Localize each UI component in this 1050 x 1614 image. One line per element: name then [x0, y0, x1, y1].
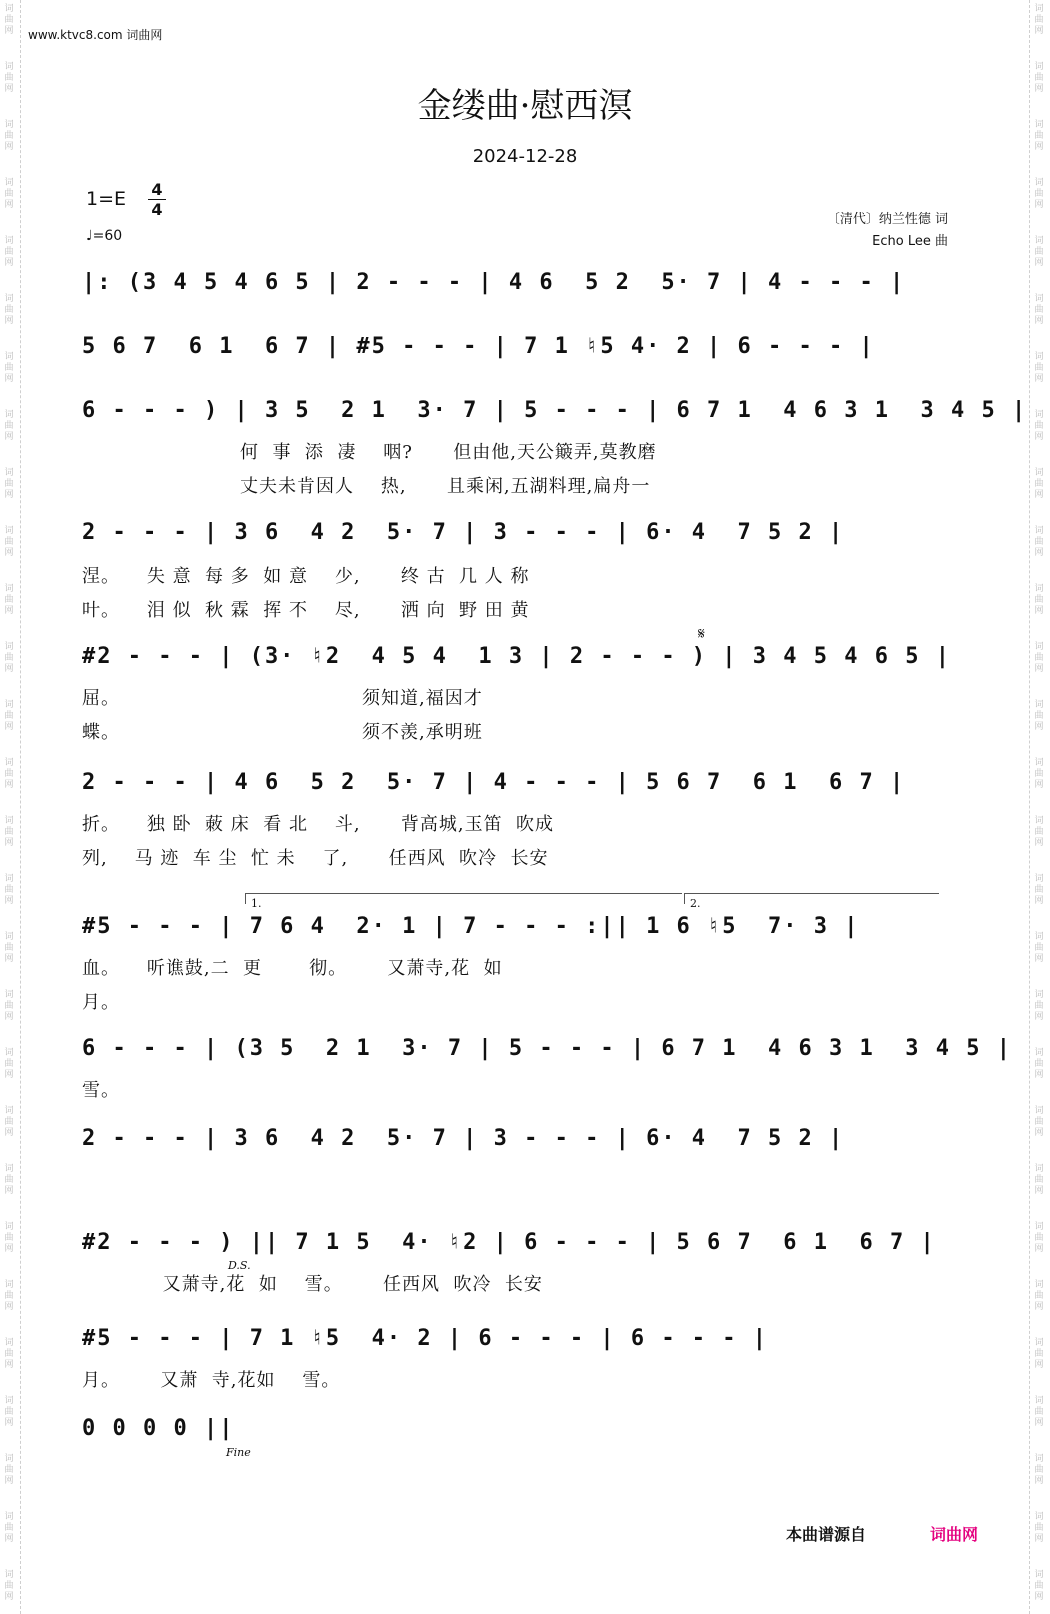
lyric-line-3b: 丈夫未肯因人 热, 且乘闲,五湖料理,扁舟一: [240, 476, 651, 497]
watermark-text: 词 曲 网: [4, 874, 14, 906]
watermark-text: 词 曲 网: [4, 236, 14, 268]
key-signature: 1=E: [86, 188, 127, 210]
watermark-text: 词 曲 网: [1034, 526, 1044, 558]
watermark-text: 词 曲 网: [1034, 1454, 1044, 1486]
score-line-10: #2 - - - ) || 7 1 5 4· ♮2 | 6 - - - | 5 6 7 6 1 6 7 |: [82, 1230, 936, 1255]
score-line-8: 6 - - - | (3 5 2 1 3· 7 | 5 - - - | 6 7 1 4 6 3 1 3 4 5 |: [82, 1036, 1012, 1061]
watermark-text: 词 曲 网: [4, 352, 14, 384]
song-title: 金缕曲·慰西溟: [417, 86, 633, 126]
lyric-line-8a: 雪。: [82, 1080, 120, 1101]
fine-mark: Fine: [226, 1446, 251, 1459]
score-line-12: 0 0 0 0 ||: [82, 1416, 235, 1441]
lyric-line-6b: 列, 马 迹 车 尘 忙 未 了, 任西风 吹冷 长安: [82, 848, 549, 869]
lyricist-credit: 〔清代〕纳兰性德 词: [826, 212, 948, 227]
volta-1-label: 1.: [251, 897, 262, 910]
footer-site-logo[interactable]: 词曲网: [930, 1525, 979, 1544]
watermark-text: 词 曲 网: [4, 178, 14, 210]
watermark-text: 词 曲 网: [1034, 468, 1044, 500]
watermark-text: 词 曲 网: [1034, 1106, 1044, 1138]
watermark-text: 词 曲 网: [4, 642, 14, 674]
watermark-text: 词 曲 网: [4, 294, 14, 326]
score-line-7: #5 - - - | 7 6 4 2· 1 | 7 - - - :|| 1 6 ♮5 7· 3 |: [82, 914, 860, 939]
watermark-text: 词 曲 网: [1034, 294, 1044, 326]
lyric-line-4b: 叶。 泪 似 秋 霖 挥 不 尽, 洒 向 野 田 黄: [82, 600, 530, 621]
lyric-line-11a: 月。 又萧 寺,花如 雪。: [82, 1370, 341, 1391]
lyric-line-10a: 又萧寺,花 如 雪。 任西风 吹冷 长安: [82, 1274, 543, 1295]
watermark-text: 词 曲 网: [1034, 642, 1044, 674]
watermark-text: 词 曲 网: [4, 1512, 14, 1544]
lyric-line-5b: 蝶。 须不羡,承明班: [82, 722, 483, 743]
watermark-text: 词 曲 网: [4, 1048, 14, 1080]
watermark-text: 词 曲 网: [4, 526, 14, 558]
watermark-text: 词 曲 网: [1034, 700, 1044, 732]
score-line-9: 2 - - - | 3 6 4 2 5· 7 | 3 - - - | 6· 4 7 5 2 |: [82, 1126, 845, 1151]
score-line-2: 5 6 7 6 1 6 7 | #5 - - - | 7 1 ♮5 4· 2 | 6 - - - |: [82, 334, 875, 359]
watermark-text: 词 曲 网: [1034, 990, 1044, 1022]
watermark-text: 词 曲 网: [4, 1396, 14, 1428]
score-line-6: 2 - - - | 4 6 5 2 5· 7 | 4 - - - | 5 6 7 6 1 6 7 |: [82, 770, 906, 795]
meter-bottom: 4: [148, 199, 166, 219]
score-line-5: #2 - - - | (3· ♮2 4 5 4 1 3 | 2 - - - ) | 3 4 5 4 6 5 |: [82, 644, 951, 669]
segno-mark: 𝄋: [698, 624, 705, 643]
watermark-text: 词 曲 网: [1034, 816, 1044, 848]
lyric-line-7b: 月。: [82, 992, 120, 1013]
right-watermark-strip: [1029, 0, 1050, 1614]
watermark-text: 词 曲 网: [4, 700, 14, 732]
watermark-text: 词 曲 网: [4, 4, 14, 36]
watermark-text: 词 曲 网: [1034, 758, 1044, 790]
watermark-text: 词 曲 网: [1034, 874, 1044, 906]
watermark-text: 词 曲 网: [1034, 410, 1044, 442]
watermark-text: 词 曲 网: [4, 468, 14, 500]
watermark-text: 词 曲 网: [4, 758, 14, 790]
watermark-text: 词 曲 网: [1034, 1048, 1044, 1080]
footer-source-label: 本曲谱源自: [786, 1525, 867, 1544]
watermark-text: 词 曲 网: [4, 62, 14, 94]
watermark-text: 词 曲 网: [4, 1454, 14, 1486]
lyric-line-7a: 血。 听谯鼓,二 更 彻。 又萧寺,花 如: [82, 958, 503, 979]
watermark-text: 词 曲 网: [1034, 62, 1044, 94]
watermark-text: 词 曲 网: [4, 1222, 14, 1254]
meter-top: 4: [151, 180, 163, 199]
watermark-text: 词 曲 网: [1034, 236, 1044, 268]
watermark-text: 词 曲 网: [1034, 120, 1044, 152]
watermark-text: 词 曲 网: [4, 932, 14, 964]
composer-credit: Echo Lee 曲: [872, 234, 948, 249]
watermark-text: 词 曲 网: [1034, 178, 1044, 210]
watermark-text: 词 曲 网: [1034, 1164, 1044, 1196]
score-line-11: #5 - - - | 7 1 ♮5 4· 2 | 6 - - - | 6 - - - |: [82, 1326, 769, 1351]
watermark-text: 词 曲 网: [4, 584, 14, 616]
lyric-line-5a: 屈。 须知道,福因才: [82, 688, 483, 709]
lyric-line-4a: 涅。 失 意 每 多 如 意 少, 终 古 几 人 称: [82, 566, 530, 587]
watermark-text: 词 曲 网: [4, 1164, 14, 1196]
watermark-text: 词 曲 网: [1034, 1570, 1044, 1602]
time-signature: [148, 180, 166, 219]
watermark-text: 词 曲 网: [1034, 1396, 1044, 1428]
left-watermark-strip: [0, 0, 21, 1614]
score-line-1: |: (3 4 5 4 6 5 | 2 - - - | 4 6 5 2 5· 7 | 4 - - - |: [82, 270, 906, 295]
watermark-text: 词 曲 网: [1034, 352, 1044, 384]
source-url: www.ktvc8.com 词曲网: [28, 28, 163, 42]
volta-1-bracket: [245, 893, 682, 904]
watermark-text: 词 曲 网: [4, 816, 14, 848]
watermark-text: 词 曲 网: [4, 120, 14, 152]
watermark-text: 词 曲 网: [1034, 932, 1044, 964]
score-line-4: 2 - - - | 3 6 4 2 5· 7 | 3 - - - | 6· 4 7 5 2 |: [82, 520, 845, 545]
score-line-3: 6 - - - ) | 3 5 2 1 3· 7 | 5 - - - | 6 7 1 4 6 3 1 3 4 5 |: [82, 398, 1028, 423]
watermark-text: 词 曲 网: [1034, 584, 1044, 616]
watermark-text: 词 曲 网: [4, 990, 14, 1022]
watermark-text: 词 曲 网: [1034, 1280, 1044, 1312]
watermark-text: 词 曲 网: [4, 1106, 14, 1138]
watermark-text: 词 曲 网: [4, 410, 14, 442]
song-date: 2024-12-28: [472, 146, 578, 167]
watermark-text: 词 曲 网: [1034, 4, 1044, 36]
watermark-text: 词 曲 网: [4, 1570, 14, 1602]
watermark-text: 词 曲 网: [4, 1338, 14, 1370]
watermark-text: 词 曲 网: [1034, 1512, 1044, 1544]
watermark-text: 词 曲 网: [1034, 1338, 1044, 1370]
volta-2-bracket: [684, 893, 939, 904]
tempo-mark: ♩=60: [86, 228, 123, 244]
watermark-text: 词 曲 网: [1034, 1222, 1044, 1254]
ds-mark: D.S.: [228, 1259, 251, 1272]
volta-2-label: 2.: [690, 897, 701, 910]
lyric-line-3a: 何 事 添 凄 咽? 但由他,天公簸弄,莫教磨: [240, 442, 657, 463]
watermark-text: 词 曲 网: [4, 1280, 14, 1312]
lyric-line-6a: 折。 独 卧 蓛 床 看 北 斗, 背高城,玉笛 吹成: [82, 814, 555, 835]
